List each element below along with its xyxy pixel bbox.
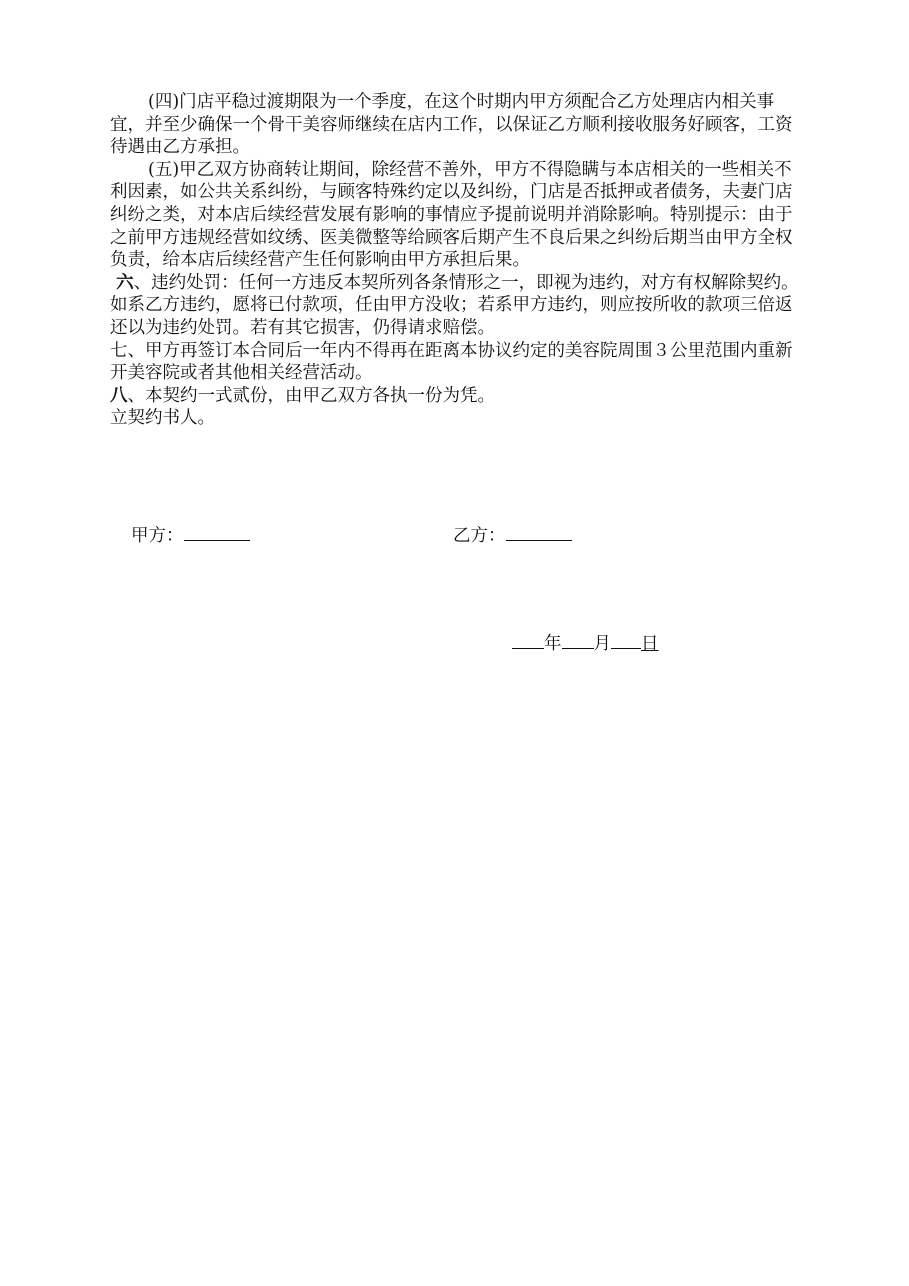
contract-body [110, 91, 802, 430]
clause-6-text: 、违约处罚：任何一方违反本契所列各条情形之一，即视为违约，对方有权解除契约。如系乙方违约，愿将已付款项，任由甲方没收；若系甲方违约，则应按所收的款项三倍返还以为违约处罚。若有其它损害，仍得请求赔偿。 [110, 272, 799, 338]
party-a-blank [184, 522, 250, 541]
closing-line: 立契约书人。 [110, 408, 215, 429]
day-label: 日 [641, 634, 659, 654]
clause-4: (四)门店平稳过渡期限为一个季度，在这个时期内甲方须配合乙方处理店内相关事宜，并至少确保一个骨干美容师继续在店内工作，以保证乙方顺利接收服务好顾客，工资待遇由乙方承担。 [110, 92, 793, 158]
clause-6-number: 六 [110, 272, 134, 293]
clause-8-text: 、本契约一式贰份，由甲乙双方各执一份为凭。 [127, 385, 495, 406]
year-label: 年 [544, 634, 562, 654]
clause-7: 七、甲方再签订本合同后一年内不得再在距离本协议约定的美容院周围３公里范围内重新开美容院或者其他相关经营活动。 [110, 340, 793, 384]
party-b-label: 乙方： [453, 526, 506, 546]
year-blank [512, 630, 544, 649]
party-b-blank [506, 522, 572, 541]
signing-date [512, 630, 659, 656]
clause-5: (五)甲乙双方协商转让期间，除经营不善外，甲方不得隐瞒与本店相关的一些相关不利因素，如公共关系纠纷，与顾客特殊约定以及纠纷，门店是否抵押或者债务，夫妻门店纠纷之类，对本店后续经营发展有影响的事情应予提前说明并消除影响。特别提示：由于之前甲方违规经营如纹绣、医美微整等给顾客后期产生不良后果之纠纷后期当由甲方全权负责，给本店后续经营产生任何影响由甲方承担后果。 [110, 159, 793, 271]
clause-8 [110, 385, 802, 408]
party-a-signature [131, 522, 250, 548]
clause-6 [110, 272, 802, 340]
month-label: 月 [593, 634, 611, 654]
clause-8-number: 八 [110, 385, 128, 406]
month-blank [562, 630, 594, 649]
party-b-signature [453, 522, 572, 548]
day-blank [611, 630, 641, 649]
party-a-label: 甲方： [131, 526, 184, 546]
